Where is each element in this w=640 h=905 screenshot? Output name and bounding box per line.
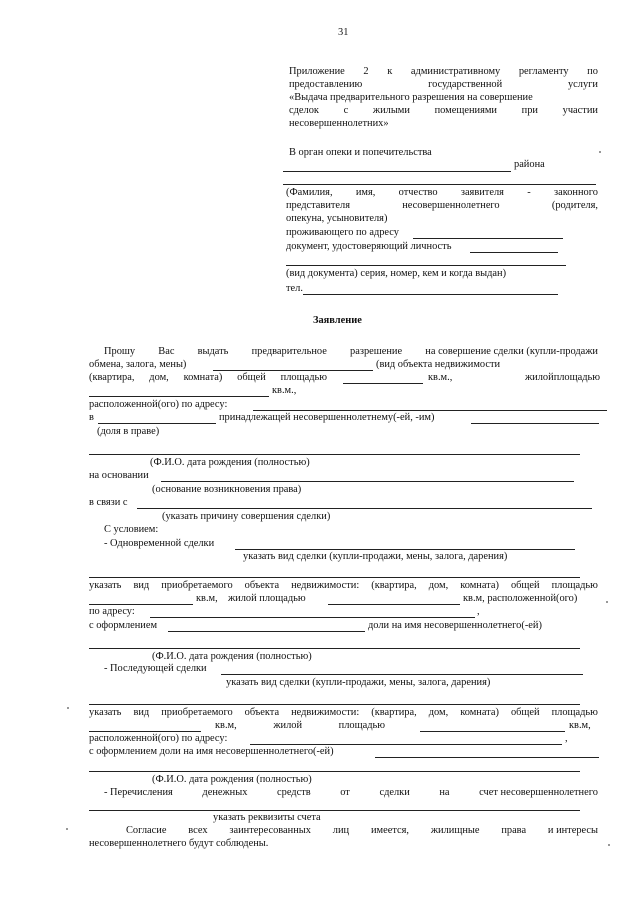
deal-type-hint-2: указать вид сделки (купли-продажи, мены, залога, дарения)	[226, 677, 491, 688]
basis-label: на основании	[89, 470, 149, 481]
address-label: проживающего по адресу	[286, 227, 399, 238]
minor-name-blank[interactable]	[471, 423, 599, 424]
acquired-object-2-line-1: указать вид приобретаемого объекта недвижимости: (квартира, дом, комната) общей площадью	[89, 707, 598, 718]
scan-speck	[608, 844, 610, 846]
subsequent-extra-blank[interactable]	[89, 704, 580, 705]
subsequent-deal-label: - Последующей сделки	[104, 663, 207, 674]
acq-address-label: по адресу:	[89, 606, 135, 617]
deal-type-hint-1: указать вид сделки (купли-продажи, мены, залога, дарения)	[243, 551, 508, 562]
appendix-line-1: Приложение 2 к административному регламенту по	[289, 66, 598, 77]
acq2-address-blank[interactable]	[250, 744, 562, 745]
subsequent-deal-blank[interactable]	[221, 674, 583, 675]
minor-fio-blank-3[interactable]	[89, 771, 580, 772]
address-field-1[interactable]	[253, 410, 607, 411]
scan-speck	[67, 707, 69, 709]
acq-living-label: жилой площадью	[228, 593, 306, 604]
acquired-object-line-1: указать вид приобретаемого объекта недвижимости: (квартира, дом, комната) общей площадью	[89, 580, 598, 591]
deal-object-blank[interactable]	[213, 370, 373, 371]
acq2-living-label: кв.м, жилой площадью	[215, 720, 385, 731]
living-area-blank[interactable]	[89, 396, 269, 397]
acq-sqm-label: кв.м,	[196, 593, 218, 604]
acq-total-area-blank[interactable]	[89, 604, 193, 605]
appendix-line-4: сделок с жилыми помещениями при участии	[289, 105, 598, 116]
shares-blank[interactable]	[168, 631, 365, 632]
in-label: в	[89, 412, 94, 423]
transfer-line: - Перечисления денежных средств от сделки на счет несовершеннолетнего	[104, 787, 598, 798]
acq2-address-label: расположенной(ого) по адресу:	[89, 733, 228, 744]
scan-speck	[606, 601, 608, 603]
sqm-label-2: кв.м.,	[272, 385, 297, 396]
district-label: района	[514, 159, 545, 170]
phone-label: тел.	[286, 283, 303, 294]
request-line-2b: (вид объекта недвижимости	[376, 359, 501, 370]
belongs-label: принадлежащей несовершеннолетнему(-ей, -им)	[219, 412, 435, 423]
basis-blank[interactable]	[161, 481, 574, 482]
account-hint: указать реквизиты счета	[213, 812, 321, 823]
document-blank[interactable]	[470, 252, 558, 253]
page-number: 31	[338, 27, 349, 38]
acq2-total-area-blank[interactable]	[89, 731, 201, 732]
registration-label: с оформлением	[89, 620, 158, 631]
reason-blank[interactable]	[137, 508, 592, 509]
scan-speck	[66, 828, 68, 830]
phone-blank[interactable]	[303, 294, 558, 295]
minor-fio-blank-1[interactable]	[89, 454, 580, 455]
share-fraction-blank[interactable]	[98, 423, 216, 424]
condition-label: С условием:	[104, 524, 159, 535]
name-hint-3: опекуна, усыновителя)	[286, 213, 388, 224]
acq2-address-comma: ,	[565, 733, 568, 744]
fio-hint-1: (Ф.И.О. дата рождения (полностью)	[150, 457, 310, 468]
appendix-line-5: несовершеннолетних»	[289, 118, 389, 129]
acq2-registration-blank[interactable]	[375, 757, 599, 758]
document-label: документ, удостоверяющий личность	[286, 241, 452, 252]
living-area-label: жилой площадью	[525, 372, 601, 383]
acq2-sqm-label: кв.м,	[569, 720, 591, 731]
acq-living-area-blank[interactable]	[328, 604, 460, 605]
document-hint: (вид документа) серия, номер, кем и когда выдан)	[286, 268, 507, 279]
acq-address-comma: ,	[477, 606, 480, 617]
acq2-living-area-blank[interactable]	[420, 731, 565, 732]
addressee-to: В орган опеки и попечительства	[289, 147, 432, 158]
acq2-registration-label: с оформлением доли на имя несовершеннолетнего(-ей)	[89, 746, 334, 757]
minor-fio-blank-2[interactable]	[89, 648, 580, 649]
share-hint: (доля в праве)	[97, 426, 160, 437]
request-line-2a: обмена, залога, мены)	[89, 359, 187, 370]
simultaneous-deal-blank[interactable]	[235, 549, 575, 550]
simultaneous-deal-label: - Одновременной сделки	[104, 538, 215, 549]
shares-for-label: доли на имя несовершеннолетнего(-ей)	[368, 620, 542, 631]
fio-hint-2: (Ф.И.О. дата рождения (полностью)	[152, 651, 312, 662]
consent-line-1: Согласие всех заинтересованных лиц имеется, жилищные права и интересы	[126, 825, 598, 836]
appendix-line-3: «Выдача предварительного разрешения на совершение	[289, 92, 533, 103]
document-blank-2[interactable]	[286, 265, 566, 266]
address-blank[interactable]	[413, 238, 563, 239]
request-line-1: Прошу Вас выдать предварительное разрешение на совершение сделки (купли-продажи	[104, 346, 598, 357]
reason-hint: (указать причину совершения сделки)	[162, 511, 331, 522]
statement-title: Заявление	[313, 315, 362, 326]
consent-line-2: несовершеннолетнего будут соблюдены.	[89, 838, 269, 849]
simultaneous-extra-blank[interactable]	[89, 577, 580, 578]
acq-located-label: кв.м, расположенной(ого)	[463, 593, 578, 604]
total-area-blank[interactable]	[343, 383, 423, 384]
located-label: расположенной(ого) по адресу:	[89, 399, 228, 410]
name-hint-2: представителя несовершеннолетнего (родителя,	[286, 200, 598, 211]
basis-hint: (основание возникновения права)	[152, 484, 302, 495]
fio-hint-3: (Ф.И.О. дата рождения (полностью)	[152, 774, 312, 785]
acq-address-blank[interactable]	[150, 617, 475, 618]
name-blank[interactable]	[283, 184, 596, 185]
district-blank[interactable]	[283, 171, 511, 172]
scan-speck	[599, 151, 601, 153]
request-line-3: (квартира, дом, комната) общей площадью	[89, 372, 327, 383]
sqm-label-1: кв.м.,	[428, 372, 453, 383]
account-blank[interactable]	[89, 810, 580, 811]
due-to-label: в связи с	[89, 497, 128, 508]
name-hint-1: (Фамилия, имя, отчество заявителя - законного	[286, 187, 598, 198]
appendix-line-2: предоставлению государственной услуги	[289, 79, 598, 90]
